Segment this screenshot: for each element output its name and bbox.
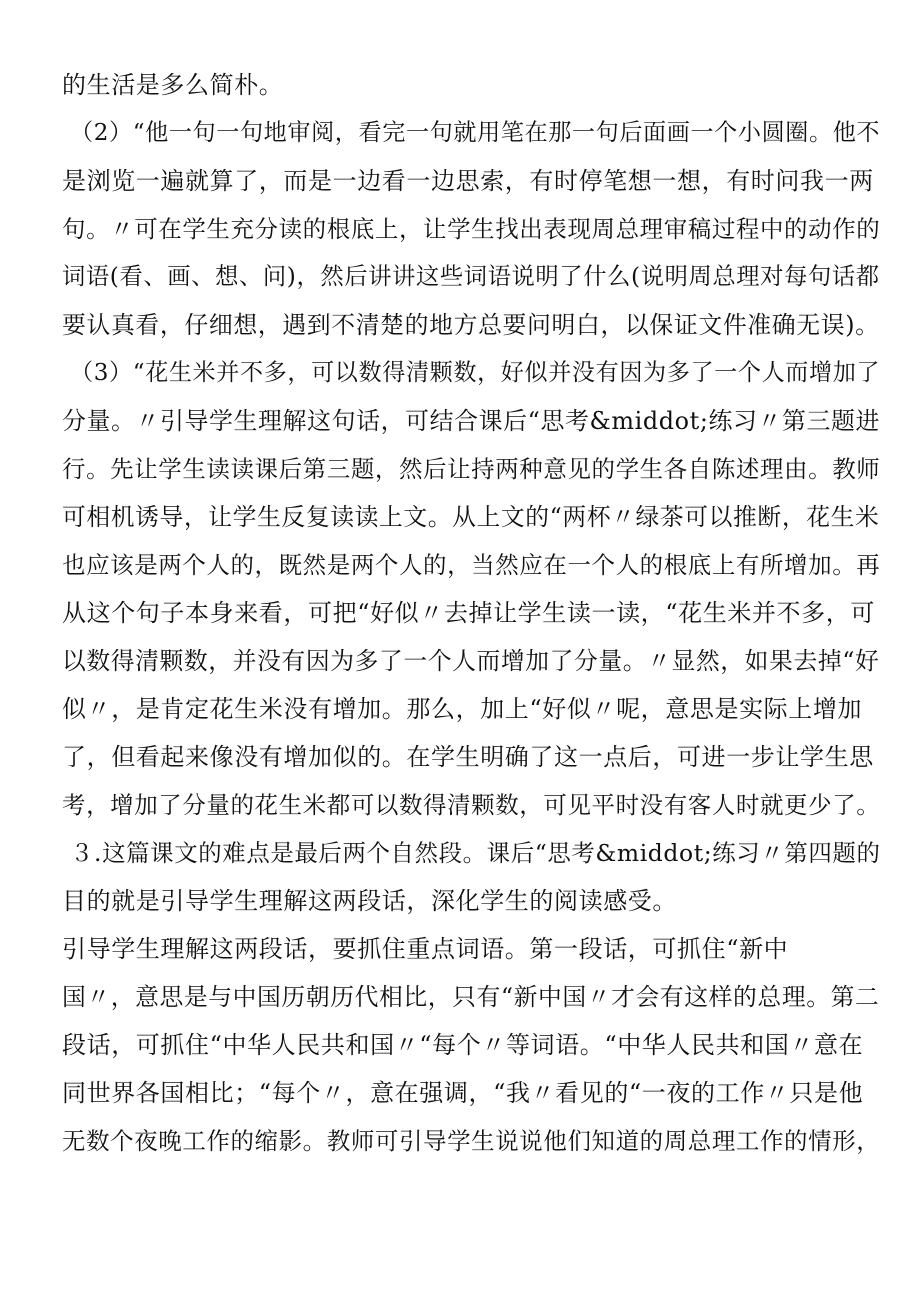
text-line-13: 以数得清颗数，并没有因为多了一个人而增加了分量。〃显然，如果去掉“好 <box>62 647 880 675</box>
text-line-16: 考，增加了分量的花生米都可以数得清颗数，可见平时没有客人时就更少了。 <box>62 791 881 819</box>
text-line-3: 是浏览一遍就算了，而是一边看一边思索，有时停笔想一想，有时问我一两 <box>62 167 874 195</box>
text-line-17: ３.这篇课文的难点是最后两个自然段。课后“思考&middot;练习〃第四题的 <box>70 839 881 867</box>
text-line-23: 无数个夜晚工作的缩影。教师可引导学生说说他们知道的周总理工作的情形， <box>62 1127 881 1155</box>
text-line-4: 句。〃可在学生充分读的根底上，让学生找出表现周总理审稿过程中的动作的 <box>62 215 881 243</box>
text-line-14: 似〃，是肯定花生米没有增加。那么，加上“好似〃呢，意思是实际上增加 <box>62 695 863 723</box>
text-line-19: 引导学生理解这两段话，要抓住重点词语。第一段话，可抓住“新中 <box>62 935 789 963</box>
text-line-8: 分量。〃引导学生理解这句话，可结合课后“思考&middot;练习〃第三题进 <box>62 407 881 435</box>
text-line-9: 行。先让学生读读课后第三题，然后让持两种意见的学生各自陈述理由。教师 <box>62 455 881 483</box>
text-line-1: 的生活是多么简朴。 <box>62 71 284 99</box>
text-line-15: 了，但看起来像没有增加似的。在学生明确了这一点后，可进一步让学生思 <box>62 743 874 771</box>
text-line-12: 从这个句子本身来看，可把“好似〃去掉让学生读一读，“花生米并不多，可 <box>62 599 875 627</box>
text-line-22: 同世界各国相比；“每个〃，意在强调，“我〃看见的“一夜的工作〃只是他 <box>62 1079 864 1107</box>
text-line-20: 国〃，意思是与中国历朝历代相比，只有“新中国〃才会有这样的总理。第二 <box>62 983 880 1011</box>
text-line-21: 段话，可抓住“中华人民共和国〃“每个〃等词语。“中华人民共和国〃意在 <box>62 1031 864 1059</box>
text-line-5: 词语(看、画、想、问)，然后讲讲这些词语说明了什么(说明周总理对每句话都 <box>62 263 880 290</box>
text-line-7: （3）“花生米并不多，可以数得清颗数，好似并没有因为多了一个人而增加了 <box>70 360 881 386</box>
text-line-2: （2）“他一句一句地审阅，看完一句就用笔在那一句后面画一个小圆圈。他不 <box>70 120 881 146</box>
text-line-10: 可相机诱导，让学生反复读读上文。从上文的“两杯〃绿茶可以推断，花生米 <box>62 503 880 531</box>
text-line-6: 要认真看，仔细想，遇到不清楚的地方总要问明白，以保证文件准确无误)。 <box>62 311 880 339</box>
text-line-11: 也应该是两个人的，既然是两个人的，当然应在一个人的根底上有所增加。再 <box>62 551 881 579</box>
text-line-18: 目的就是引导学生理解这两段话，深化学生的阅读感受。 <box>62 887 677 915</box>
